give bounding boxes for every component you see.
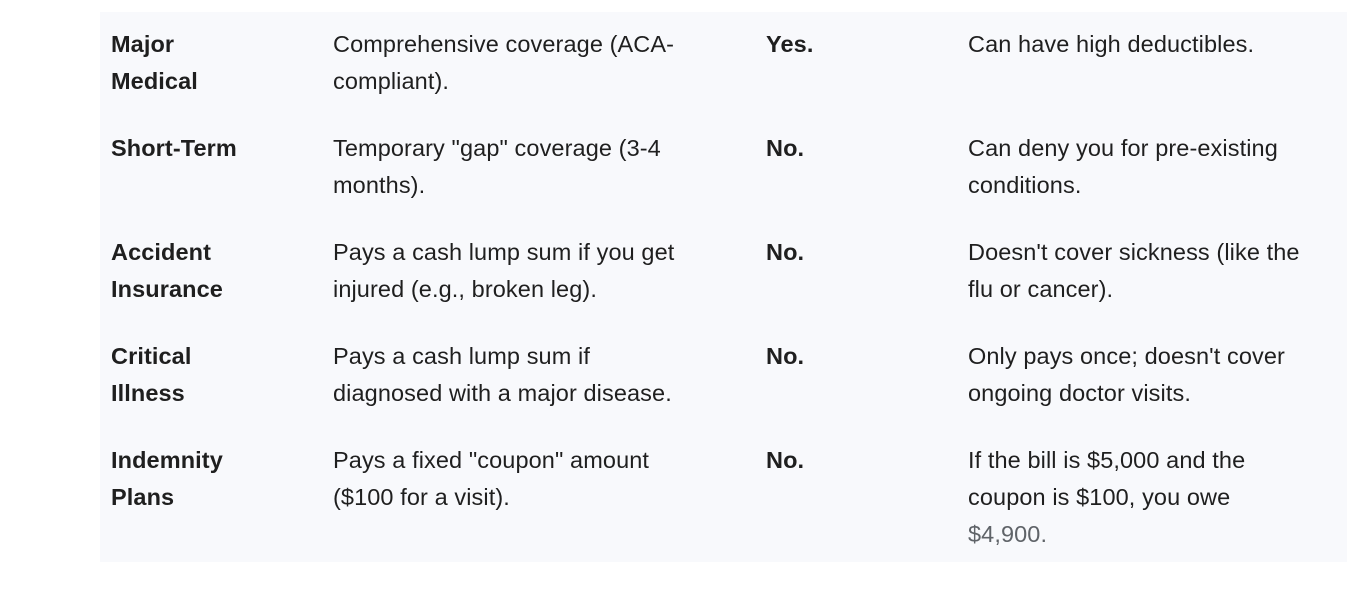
plan-name-line: Medical xyxy=(111,68,198,94)
plan-name-cell xyxy=(111,442,311,516)
catch-cell xyxy=(968,338,1348,412)
description-line: Pays a cash lump sum if xyxy=(333,343,590,369)
catch-line: Only pays once; doesn't cover xyxy=(968,343,1285,369)
plan-name-line: Insurance xyxy=(111,276,223,302)
plan-name-cell xyxy=(111,338,311,412)
plan-name-line: Accident xyxy=(111,239,212,265)
description-line: injured (e.g., broken leg). xyxy=(333,276,597,302)
description-cell xyxy=(333,442,733,516)
plan-name-line: Indemnity xyxy=(111,447,223,473)
plan-name-cell xyxy=(111,130,311,167)
catch-cell xyxy=(968,26,1348,63)
aca-compliant-cell: Yes. xyxy=(766,31,814,57)
plan-name-line: Illness xyxy=(111,380,185,406)
aca-compliant-cell: No. xyxy=(766,447,805,473)
catch-line: Can deny you for pre-existing xyxy=(968,135,1278,161)
aca-compliant-cell: No. xyxy=(766,239,805,265)
table-row xyxy=(100,116,1347,220)
plan-name-line: Critical xyxy=(111,343,192,369)
insurance-comparison-table xyxy=(100,12,1347,562)
plan-name-line: Short-Term xyxy=(111,135,237,161)
description-line: compliant). xyxy=(333,68,450,94)
plan-name-line: Plans xyxy=(111,484,175,510)
description-cell xyxy=(333,130,733,204)
catch-cell xyxy=(968,442,1348,553)
description-cell xyxy=(333,234,733,308)
table-row xyxy=(100,324,1347,428)
catch-line: Doesn't cover sickness (like the xyxy=(968,239,1300,265)
catch-line: Can have high deductibles. xyxy=(968,31,1255,57)
table-row xyxy=(100,428,1347,562)
description-line: Comprehensive coverage (ACA- xyxy=(333,31,675,57)
description-cell xyxy=(333,26,733,100)
aca-compliant-cell: No. xyxy=(766,343,805,369)
description-line: ($100 for a visit). xyxy=(333,484,510,510)
table-row xyxy=(100,12,1347,116)
description-line: diagnosed with a major disease. xyxy=(333,380,672,406)
description-line: Pays a fixed "coupon" amount xyxy=(333,447,650,473)
aca-compliant-cell: No. xyxy=(766,135,805,161)
catch-line: If the bill is $5,000 and the xyxy=(968,447,1246,473)
description-line: Pays a cash lump sum if you get xyxy=(333,239,675,265)
description-line: Temporary "gap" coverage (3-4 xyxy=(333,135,661,161)
catch-line: coupon is $100, you owe xyxy=(968,484,1231,510)
plan-name-cell xyxy=(111,234,311,308)
catch-line: flu or cancer). xyxy=(968,276,1114,302)
catch-cell xyxy=(968,130,1348,204)
description-cell xyxy=(333,338,733,412)
catch-line: conditions. xyxy=(968,172,1082,198)
catch-line: ongoing doctor visits. xyxy=(968,380,1191,406)
plan-name-line: Major xyxy=(111,31,175,57)
table-row xyxy=(100,220,1347,324)
description-line: months). xyxy=(333,172,426,198)
plan-name-cell xyxy=(111,26,311,100)
catch-cell xyxy=(968,234,1348,308)
catch-line: $4,900. xyxy=(968,521,1048,547)
